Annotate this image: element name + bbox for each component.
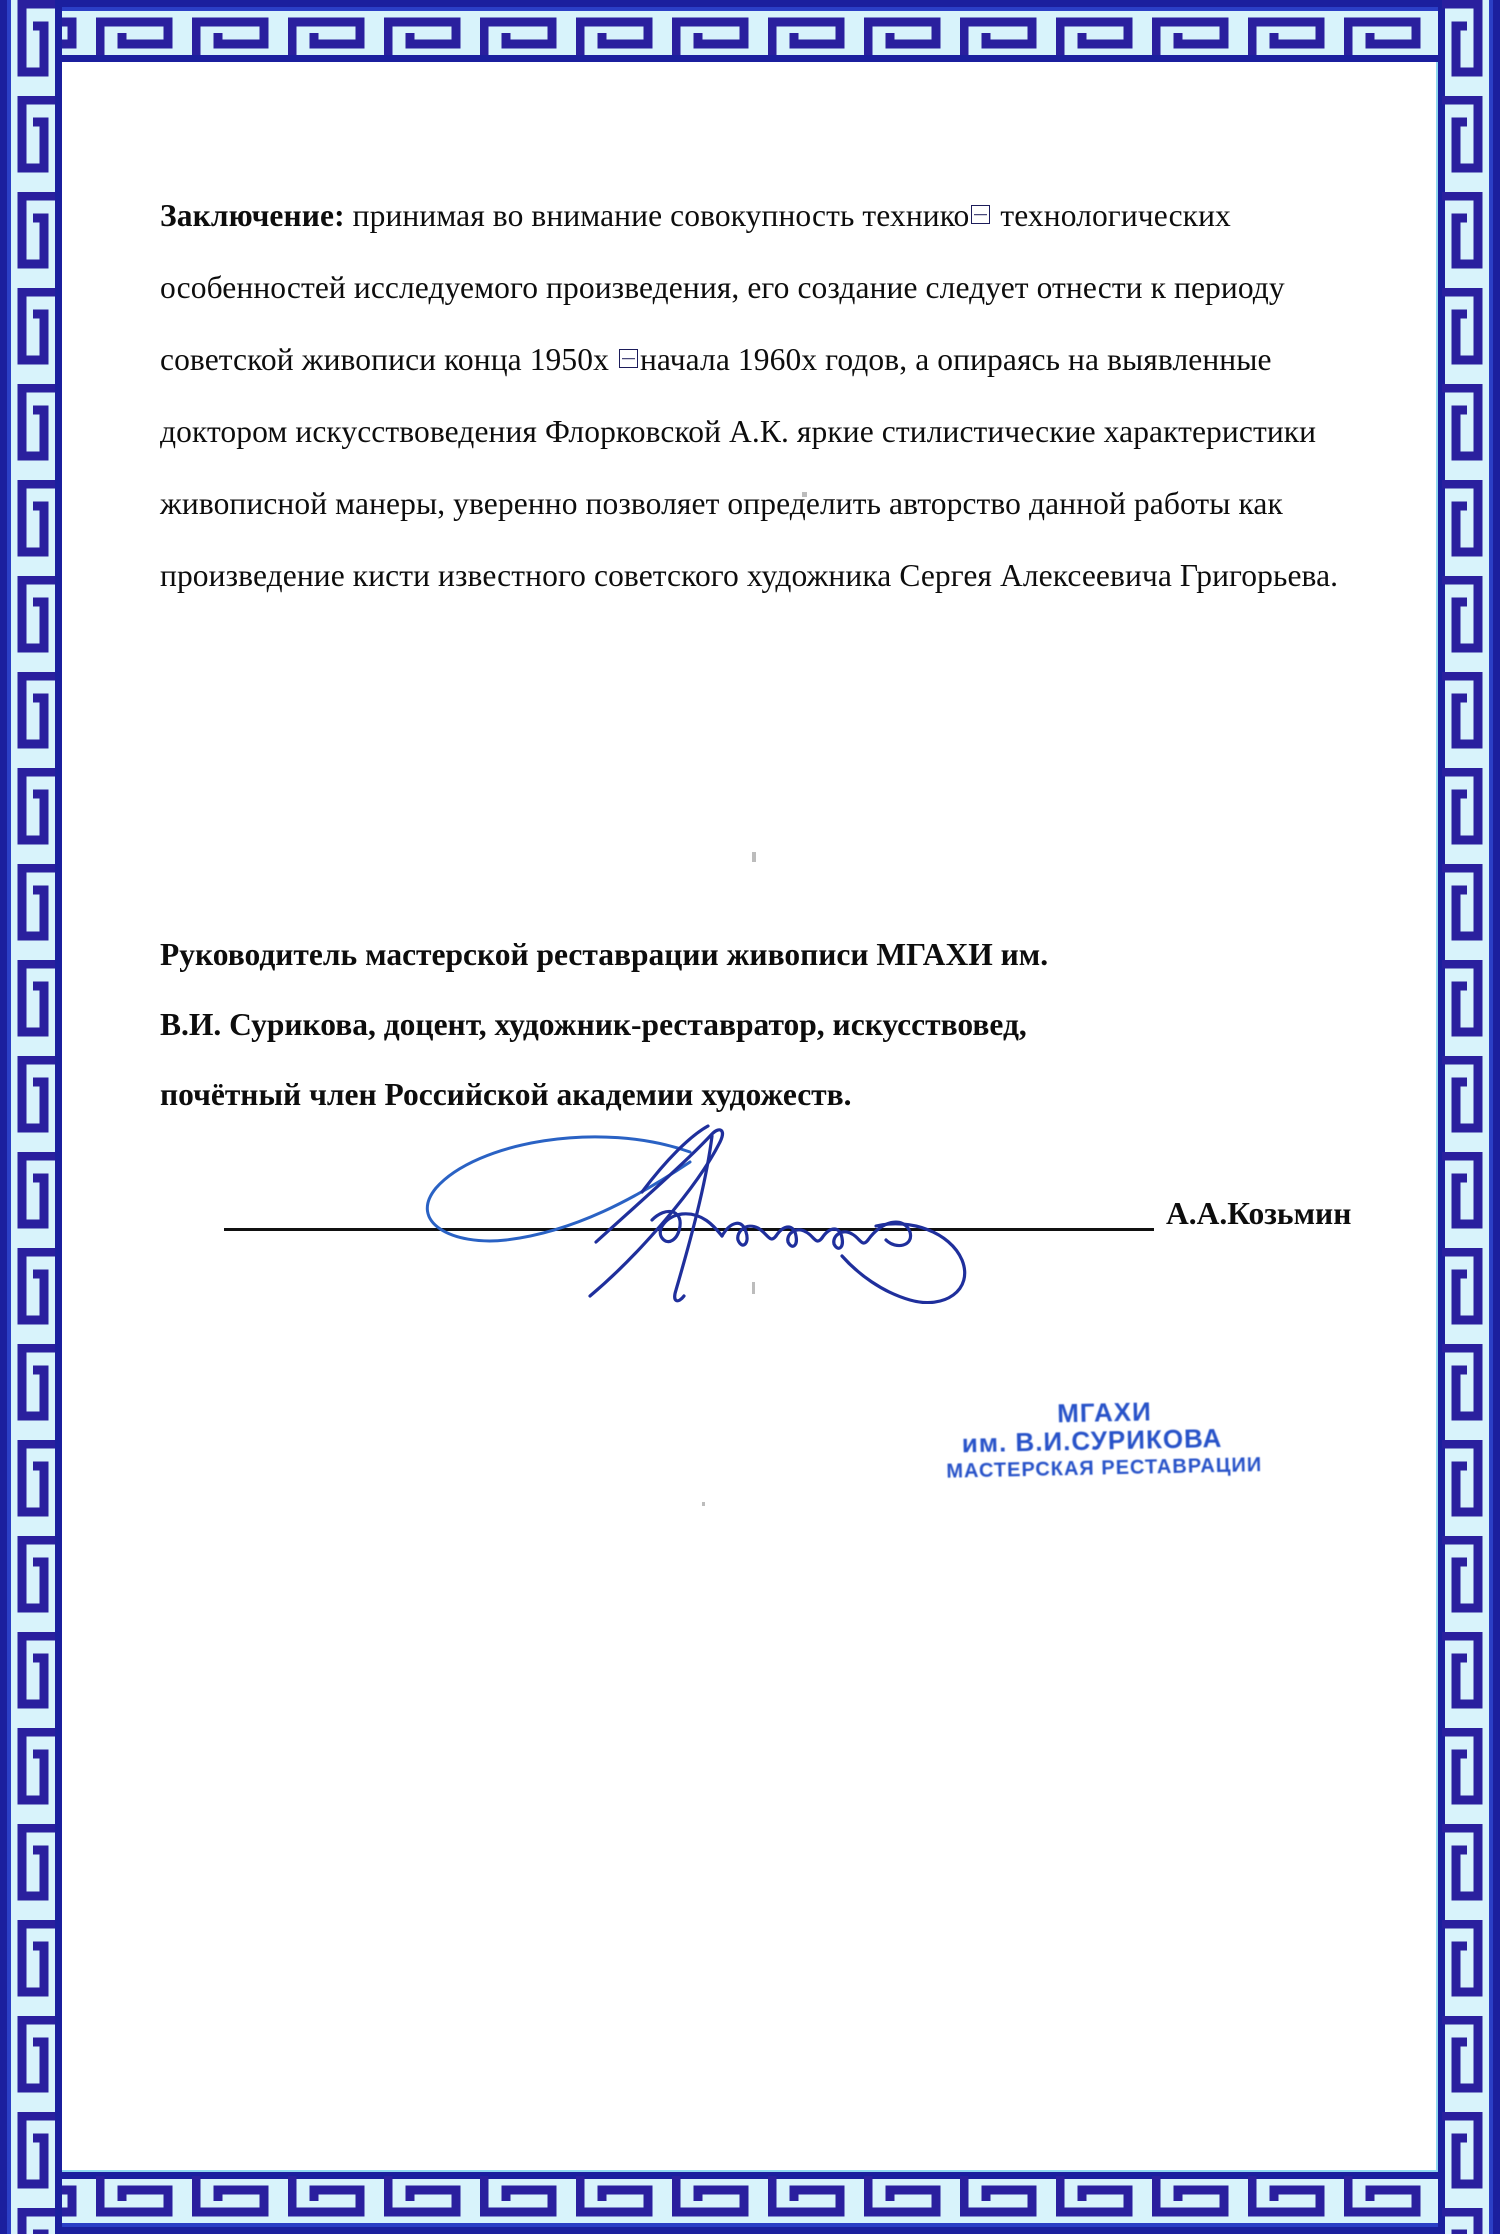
- stamp-line-3: МАСТЕРСКАЯ РЕСТАВРАЦИИ: [946, 1454, 1263, 1483]
- official-ink-stamp: [941, 1393, 1303, 1511]
- scan-speck: [752, 852, 756, 862]
- signatory-title-line-3: почётный член Российской академии художеств.: [160, 1077, 852, 1112]
- signatory-name: А.А.Козьмин: [1166, 1196, 1352, 1231]
- signatory-title-line-2: В.И. Сурикова, доцент, художник-реставратор, искусствовед,: [160, 1007, 1027, 1042]
- greek-key-pattern-bottom: [0, 2172, 1500, 2234]
- greek-key-pattern-left: [0, 0, 62, 2234]
- conclusion-paragraph: [160, 180, 1342, 612]
- greek-key-pattern-right: [1438, 0, 1500, 2234]
- stamp-line-2: им. В.И.СУРИКОВА: [961, 1422, 1223, 1459]
- greek-key-pattern-top: [0, 0, 1500, 62]
- signatory-title-line-1: Руководитель мастерской реставрации живописи МГАХИ им.: [160, 937, 1049, 972]
- conclusion-text-part-1: принимая во внимание совокупность технико: [344, 198, 970, 233]
- conclusion-text-part-2: технологических особенностей исследуемого произведения, его создание следует отнести к периоду советской живописи конца 1950х: [160, 198, 1285, 377]
- content-edge-bottom: [62, 2170, 1438, 2172]
- signatory-title-block: [160, 920, 1360, 1130]
- conclusion-paragraph-block: [160, 180, 1342, 612]
- handwritten-signature: [390, 1114, 1010, 1304]
- border-band-right: [1438, 0, 1500, 2234]
- conclusion-label: Заключение:: [160, 198, 345, 233]
- border-band-left: [0, 0, 62, 2234]
- missing-glyph-box-icon: [619, 349, 638, 368]
- content-edge-right: [1436, 62, 1438, 2172]
- document-content-area: [62, 62, 1438, 2172]
- border-band-top: [0, 0, 1500, 62]
- stamp-line-1: МГАХИ: [1056, 1396, 1153, 1429]
- border-band-bottom: [0, 2172, 1500, 2234]
- conclusion-text-part-3: начала 1960х годов, а опираясь на выявленные доктором искусствоведения Флорковской А.К. яркие стилистические характеристики живописной манеры, уверенно позволяет определить авторство данной работы как произведение кисти известного советского художника Сергея Алексеевича Григорьева.: [160, 342, 1339, 593]
- signature-row: [160, 1180, 1360, 1310]
- scan-speck: [702, 1502, 705, 1506]
- missing-glyph-box-icon: [971, 205, 990, 224]
